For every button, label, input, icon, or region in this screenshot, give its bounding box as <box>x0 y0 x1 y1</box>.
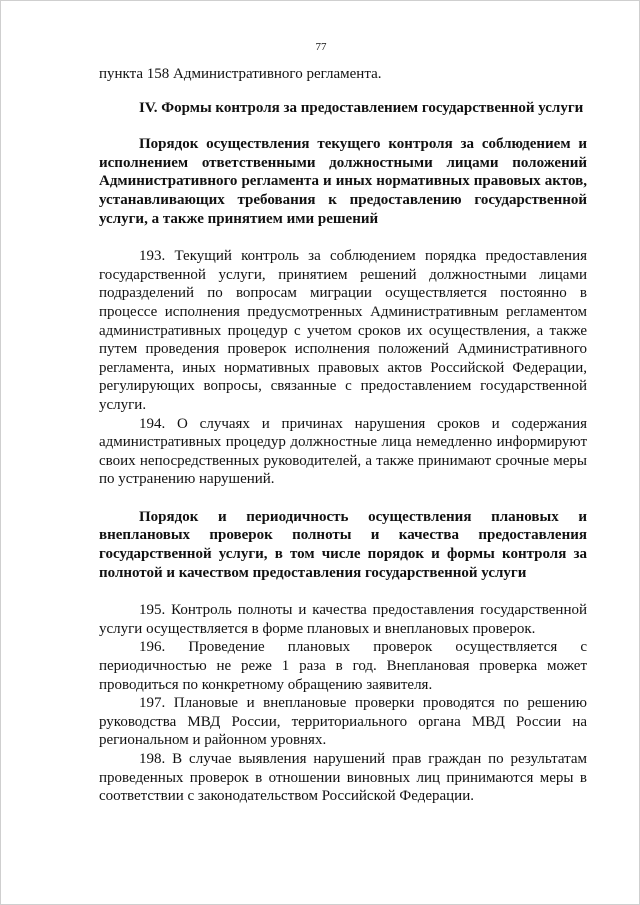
page-number: 77 <box>315 41 327 53</box>
paragraph-198: 198. В случае выявления нарушений прав граждан по результатам проведенных проверок в отношении виновных лиц принимаются меры в соответствии с законодательством Российской Федерации. <box>99 751 587 805</box>
paragraph-195: 195. Контроль полноты и качества предоставления государственной услуги осуществляется в форме плановых и внеплановых проверок. <box>99 602 587 637</box>
paragraph-197: 197. Плановые и внеплановые проверки проводятся по решению руководства МВД России, территориального органа МВД России на региональном и районном уровнях. <box>99 695 587 749</box>
paragraph-196: 196. Проведение плановых проверок осуществляется с периодичностью не реже 1 раза в год. Внеплановая проверка может проводиться по конкретному обращению заявителя. <box>99 639 587 693</box>
paragraph-193: 193. Текущий контроль за соблюдением порядка предоставления государственной услуги, принятием решений должностными лицами подразделений по вопросам миграции осуществляется постоянно в процессе исполнения предусмотренных Административным регламентом административных процедур с учетом сроков их осуществления, а также путем проведения проверок исполнения положений Административного регламента, иных нормативных правовых актов Российской Федерации, регулирующих вопросы, связанные с предоставлением государственной услуги. <box>99 248 587 413</box>
subheading-current-control: Порядок осуществления текущего контроля за соблюдением и исполнением ответственными должностными лицами положений Административного регламента и иных нормативных правовых актов, устанавливающих требования к предоставлению государственной услуги, а также принятием ими решений <box>99 136 587 227</box>
page-content <box>99 65 587 806</box>
lead-line: пункта 158 Административного регламента. <box>99 66 382 82</box>
subheading-inspections: Порядок и периодичность осуществления плановых и внеплановых проверок полноты и качества предоставления государственной услуги, в том числе порядок и формы контроля за полнотой и качеством предоставления государственной услуги <box>99 508 587 581</box>
paragraph-194: 194. О случаях и причинах нарушения сроков и содержания административных процедур должностные лица немедленно информируют своих непосредственных руководителей, а также принимают срочные меры по устранению нарушений. <box>99 415 587 488</box>
section-heading: IV. Формы контроля за предоставлением государственной услуги <box>139 99 584 116</box>
